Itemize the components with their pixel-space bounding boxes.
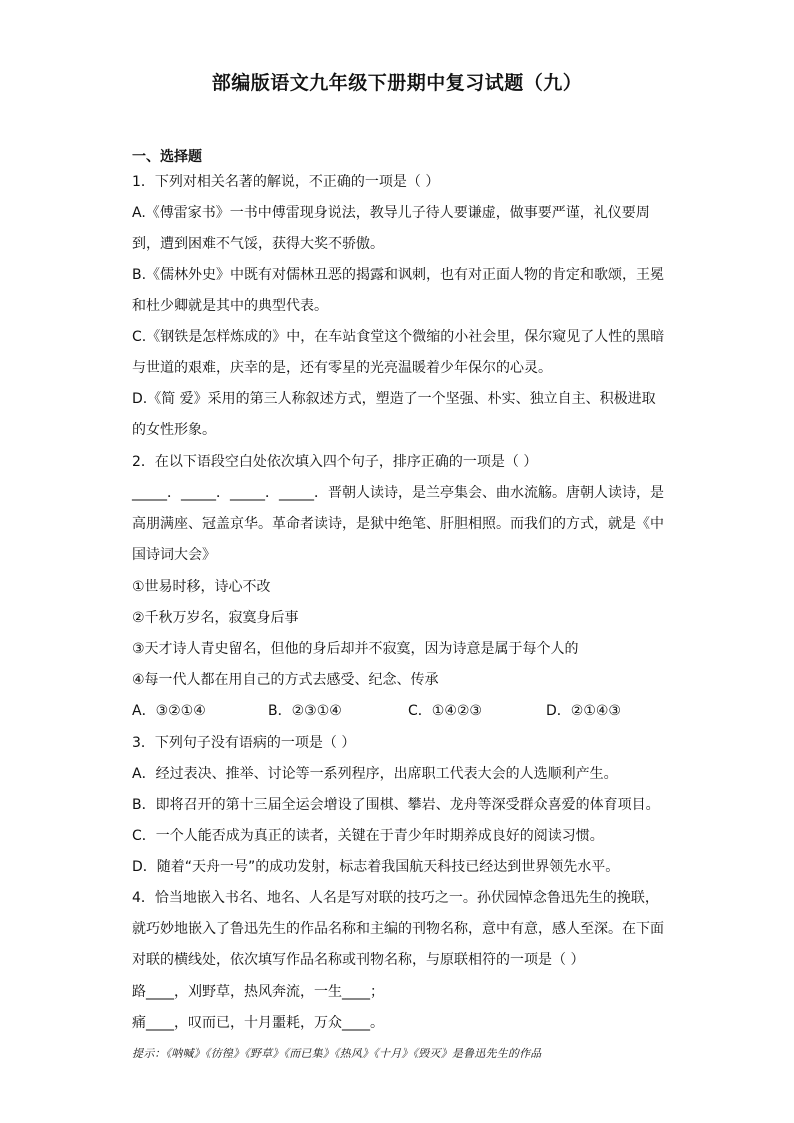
question-3-option-c: C．一个人能否成为真正的读者，关键在于青少年时期养成良好的阅读习惯。 — [132, 828, 604, 844]
question-3-option-b: B．即将召开的第十三届全运会增设了围棋、攀岩、龙舟等深受群众喜爱的体育项目。 — [132, 797, 660, 813]
question-2-sentence-2: ②千秋万岁名，寂寞身后事 — [132, 610, 299, 626]
question-1-option-d: D.《简 爱》采用的第三人称叙述方式，塑造了一个坚强、朴实、独立自主、积极进取 — [132, 391, 656, 407]
question-2-passage-line: _____．_____．_____．_____．晋朝人读诗，是兰亭集会、曲水流觞。唐朝人读诗，是 — [132, 485, 664, 501]
question-3-stem: 3．下列句子没有语病的一项是（ ） — [132, 735, 356, 751]
question-1-option-b-cont: 和杜少卿就是其中的典型代表。 — [132, 298, 328, 314]
couplet-line-2: 痛____，叹而已，十月噩耗，万众____。 — [132, 1015, 384, 1031]
question-4-stem-cont: 就巧妙地嵌入了鲁迅先生的作品名称和主编的刊物名称，意中有意，感人至深。在下面 — [132, 921, 664, 937]
question-1-option-c-cont: 与世道的艰难，庆幸的是，还有零星的光亮温暖着少年保尔的心灵。 — [132, 360, 552, 376]
question-4-stem-cont: 对联的横线处，依次填写作品名称或刊物名称，与原联相符的一项是（ ） — [132, 952, 585, 968]
question-2-stem: 2．在以下语段空白处依次填入四个句子，排序正确的一项是（ ） — [132, 454, 538, 470]
couplet-line-1: 路____，刈野草，热风奔流，一生____； — [132, 984, 384, 1000]
page-title: 部编版语文九年级下册期中复习试题（九） — [211, 72, 583, 94]
question-3-option-a: A．经过表决、推举、讨论等一系列程序，出席职工代表大会的人选顺利产生。 — [132, 766, 618, 782]
hint-note: 提示：《呐喊》《彷徨》《野草》《而已集》《热风》《十月》《毁灭》是鲁迅先生的作品 — [132, 1047, 542, 1060]
section-heading: 一、选择题 — [132, 149, 202, 165]
question-2-passage-line: 国诗词大会》 — [132, 547, 216, 563]
question-1-option-a-cont: 到，遭到困难不气馁，获得大奖不骄傲。 — [132, 236, 384, 252]
question-2-sentence-3: ③天才诗人青史留名，但他的身后却并不寂寞，因为诗意是属于每个人的 — [132, 641, 579, 657]
choice-d: D．②①④③ — [546, 703, 621, 719]
question-4-stem: 4．恰当地嵌入书名、地名、人名是写对联的技巧之一。孙伏园悼念鲁迅先生的挽联， — [132, 890, 659, 906]
question-1-option-a: A.《傅雷家书》一书中傅雷现身说法，教导儿子待人要谦虚，做事要严谨，礼仪要周 — [132, 205, 650, 221]
question-2-choices — [132, 701, 621, 721]
question-2-sentence-1: ①世易时移，诗心不改 — [132, 579, 271, 595]
question-3-option-d: D．随着“天舟一号”的成功发射，标志着我国航天科技已经达到世界领先水平。 — [132, 859, 620, 875]
question-2-passage-line: 高朋满座、冠盖京华。革命者读诗，是狱中绝笔、肝胆相照。而我们的方式，就是《中 — [132, 516, 664, 532]
question-1-option-c: C.《钢铁是怎样炼成的》中，在车站食堂这个微缩的小社会里，保尔窥见了人性的黑暗 — [132, 329, 665, 345]
question-1-option-d-cont: 的女性形象。 — [132, 422, 216, 438]
choice-b: B．②③①④ — [268, 703, 342, 719]
choice-c: C．①④②③ — [408, 703, 482, 719]
choice-a: A．③②①④ — [132, 703, 206, 719]
question-1-stem: 1．下列对相关名著的解说，不正确的一项是（ ） — [132, 174, 440, 190]
question-1-option-b: B.《儒林外史》中既有对儒林丑恶的揭露和讽刺，也有对正面人物的肯定和歌颂，王冕 — [132, 267, 665, 283]
question-2-sentence-4: ④每一代人都在用自己的方式去感受、纪念、传承 — [132, 672, 439, 688]
